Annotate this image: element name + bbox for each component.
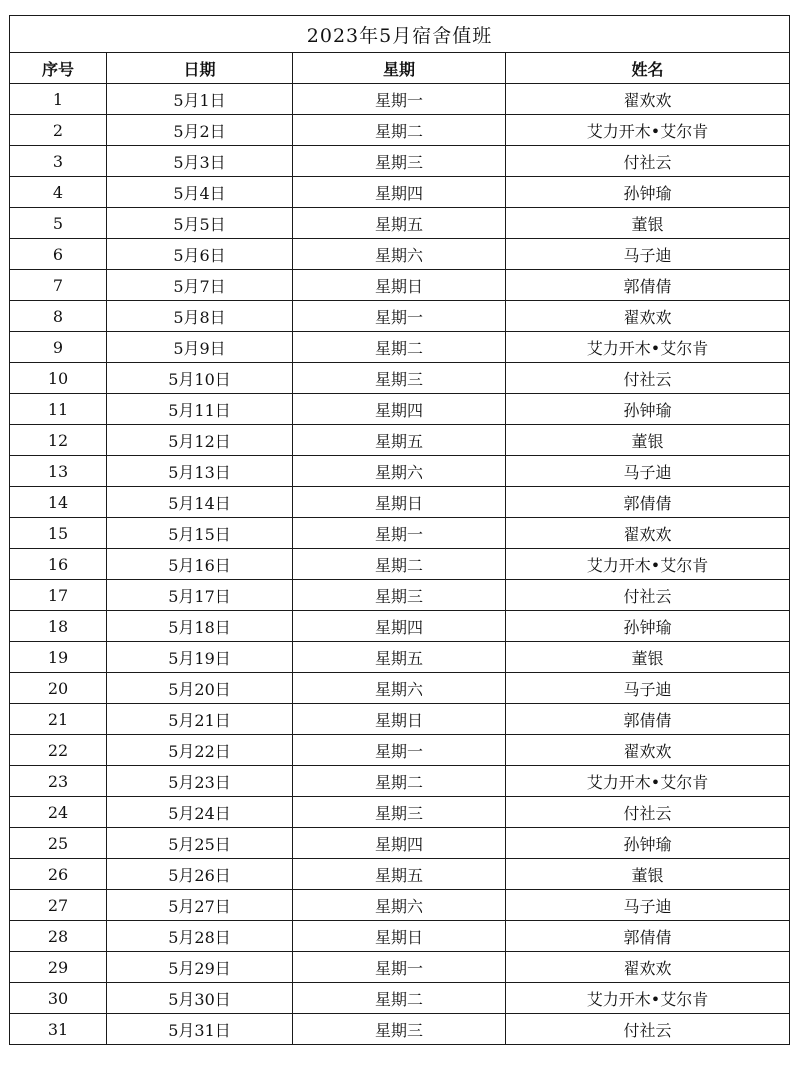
table-row bbox=[10, 332, 790, 363]
cell-weekday: 星期二 bbox=[293, 983, 506, 1014]
cell-date: 5月8日 bbox=[107, 301, 293, 332]
cell-name: 艾力开木•艾尔肯 bbox=[506, 983, 790, 1014]
cell-weekday: 星期一 bbox=[293, 952, 506, 983]
cell-name: 翟欢欢 bbox=[506, 301, 790, 332]
table-row bbox=[10, 983, 790, 1014]
table-row bbox=[10, 363, 790, 394]
header-index: 序号 bbox=[10, 53, 107, 84]
table-row bbox=[10, 84, 790, 115]
table-row bbox=[10, 487, 790, 518]
cell-date: 5月18日 bbox=[107, 611, 293, 642]
cell-name: 董银 bbox=[506, 642, 790, 673]
cell-index: 31 bbox=[10, 1014, 107, 1045]
cell-weekday: 星期三 bbox=[293, 363, 506, 394]
cell-weekday: 星期一 bbox=[293, 735, 506, 766]
cell-name: 孙钟瑜 bbox=[506, 611, 790, 642]
cell-date: 5月30日 bbox=[107, 983, 293, 1014]
cell-date: 5月28日 bbox=[107, 921, 293, 952]
cell-name: 马子迪 bbox=[506, 673, 790, 704]
cell-weekday: 星期三 bbox=[293, 797, 506, 828]
cell-weekday: 星期日 bbox=[293, 270, 506, 301]
cell-date: 5月16日 bbox=[107, 549, 293, 580]
cell-date: 5月26日 bbox=[107, 859, 293, 890]
cell-weekday: 星期五 bbox=[293, 208, 506, 239]
cell-weekday: 星期日 bbox=[293, 487, 506, 518]
cell-index: 17 bbox=[10, 580, 107, 611]
cell-weekday: 星期一 bbox=[293, 518, 506, 549]
cell-weekday: 星期一 bbox=[293, 84, 506, 115]
table-row bbox=[10, 642, 790, 673]
cell-name: 董银 bbox=[506, 425, 790, 456]
cell-name: 孙钟瑜 bbox=[506, 828, 790, 859]
cell-weekday: 星期三 bbox=[293, 1014, 506, 1045]
cell-date: 5月14日 bbox=[107, 487, 293, 518]
header-date: 日期 bbox=[107, 53, 293, 84]
cell-date: 5月11日 bbox=[107, 394, 293, 425]
cell-index: 21 bbox=[10, 704, 107, 735]
cell-index: 7 bbox=[10, 270, 107, 301]
cell-weekday: 星期三 bbox=[293, 580, 506, 611]
cell-weekday: 星期六 bbox=[293, 239, 506, 270]
cell-weekday: 星期一 bbox=[293, 301, 506, 332]
cell-name: 孙钟瑜 bbox=[506, 394, 790, 425]
cell-name: 郭倩倩 bbox=[506, 921, 790, 952]
cell-date: 5月7日 bbox=[107, 270, 293, 301]
table-row bbox=[10, 797, 790, 828]
cell-date: 5月21日 bbox=[107, 704, 293, 735]
cell-index: 24 bbox=[10, 797, 107, 828]
cell-weekday: 星期二 bbox=[293, 549, 506, 580]
table-row bbox=[10, 456, 790, 487]
cell-date: 5月10日 bbox=[107, 363, 293, 394]
cell-name: 付社云 bbox=[506, 580, 790, 611]
table-row bbox=[10, 270, 790, 301]
cell-date: 5月9日 bbox=[107, 332, 293, 363]
cell-name: 马子迪 bbox=[506, 890, 790, 921]
cell-date: 5月3日 bbox=[107, 146, 293, 177]
header-name: 姓名 bbox=[506, 53, 790, 84]
cell-name: 翟欢欢 bbox=[506, 952, 790, 983]
cell-name: 翟欢欢 bbox=[506, 84, 790, 115]
cell-weekday: 星期四 bbox=[293, 394, 506, 425]
duty-roster-table bbox=[9, 15, 790, 1045]
cell-index: 22 bbox=[10, 735, 107, 766]
cell-name: 孙钟瑜 bbox=[506, 177, 790, 208]
cell-date: 5月29日 bbox=[107, 952, 293, 983]
table-row bbox=[10, 921, 790, 952]
cell-date: 5月5日 bbox=[107, 208, 293, 239]
cell-name: 付社云 bbox=[506, 797, 790, 828]
cell-weekday: 星期四 bbox=[293, 828, 506, 859]
cell-index: 29 bbox=[10, 952, 107, 983]
cell-index: 11 bbox=[10, 394, 107, 425]
table-row bbox=[10, 735, 790, 766]
cell-weekday: 星期二 bbox=[293, 115, 506, 146]
table-row bbox=[10, 518, 790, 549]
cell-name: 董银 bbox=[506, 208, 790, 239]
cell-index: 10 bbox=[10, 363, 107, 394]
cell-date: 5月12日 bbox=[107, 425, 293, 456]
table-row bbox=[10, 766, 790, 797]
cell-date: 5月13日 bbox=[107, 456, 293, 487]
table-row bbox=[10, 673, 790, 704]
cell-weekday: 星期六 bbox=[293, 673, 506, 704]
cell-name: 付社云 bbox=[506, 146, 790, 177]
title-row bbox=[10, 16, 790, 53]
cell-index: 19 bbox=[10, 642, 107, 673]
cell-name: 艾力开木•艾尔肯 bbox=[506, 549, 790, 580]
table-row bbox=[10, 704, 790, 735]
cell-name: 翟欢欢 bbox=[506, 518, 790, 549]
table-row bbox=[10, 828, 790, 859]
table-row bbox=[10, 549, 790, 580]
header-row bbox=[10, 53, 790, 84]
cell-date: 5月24日 bbox=[107, 797, 293, 828]
cell-index: 25 bbox=[10, 828, 107, 859]
cell-index: 6 bbox=[10, 239, 107, 270]
cell-date: 5月6日 bbox=[107, 239, 293, 270]
cell-index: 12 bbox=[10, 425, 107, 456]
cell-name: 郭倩倩 bbox=[506, 487, 790, 518]
table-row bbox=[10, 177, 790, 208]
cell-index: 16 bbox=[10, 549, 107, 580]
cell-index: 20 bbox=[10, 673, 107, 704]
cell-index: 5 bbox=[10, 208, 107, 239]
table-row bbox=[10, 890, 790, 921]
cell-weekday: 星期五 bbox=[293, 642, 506, 673]
cell-index: 2 bbox=[10, 115, 107, 146]
cell-weekday: 星期五 bbox=[293, 425, 506, 456]
cell-weekday: 星期六 bbox=[293, 890, 506, 921]
cell-weekday: 星期四 bbox=[293, 177, 506, 208]
cell-weekday: 星期二 bbox=[293, 332, 506, 363]
cell-index: 27 bbox=[10, 890, 107, 921]
table-row bbox=[10, 239, 790, 270]
table-row bbox=[10, 115, 790, 146]
cell-weekday: 星期五 bbox=[293, 859, 506, 890]
cell-weekday: 星期日 bbox=[293, 921, 506, 952]
cell-date: 5月20日 bbox=[107, 673, 293, 704]
cell-name: 马子迪 bbox=[506, 239, 790, 270]
cell-name: 艾力开木•艾尔肯 bbox=[506, 766, 790, 797]
table-row bbox=[10, 952, 790, 983]
cell-name: 董银 bbox=[506, 859, 790, 890]
cell-date: 5月25日 bbox=[107, 828, 293, 859]
table-row bbox=[10, 394, 790, 425]
cell-date: 5月15日 bbox=[107, 518, 293, 549]
table-row bbox=[10, 301, 790, 332]
cell-index: 15 bbox=[10, 518, 107, 549]
table-row bbox=[10, 580, 790, 611]
cell-index: 1 bbox=[10, 84, 107, 115]
cell-date: 5月27日 bbox=[107, 890, 293, 921]
roster-body bbox=[10, 84, 790, 1045]
cell-name: 付社云 bbox=[506, 363, 790, 394]
table-row bbox=[10, 859, 790, 890]
cell-weekday: 星期六 bbox=[293, 456, 506, 487]
table-row bbox=[10, 1014, 790, 1045]
cell-index: 14 bbox=[10, 487, 107, 518]
cell-name: 翟欢欢 bbox=[506, 735, 790, 766]
cell-index: 28 bbox=[10, 921, 107, 952]
cell-name: 郭倩倩 bbox=[506, 270, 790, 301]
cell-name: 艾力开木•艾尔肯 bbox=[506, 115, 790, 146]
cell-weekday: 星期三 bbox=[293, 146, 506, 177]
cell-name: 付社云 bbox=[506, 1014, 790, 1045]
header-weekday: 星期 bbox=[293, 53, 506, 84]
cell-date: 5月17日 bbox=[107, 580, 293, 611]
cell-date: 5月22日 bbox=[107, 735, 293, 766]
cell-index: 9 bbox=[10, 332, 107, 363]
cell-index: 30 bbox=[10, 983, 107, 1014]
cell-date: 5月2日 bbox=[107, 115, 293, 146]
cell-weekday: 星期日 bbox=[293, 704, 506, 735]
cell-date: 5月4日 bbox=[107, 177, 293, 208]
cell-name: 郭倩倩 bbox=[506, 704, 790, 735]
cell-index: 18 bbox=[10, 611, 107, 642]
cell-date: 5月1日 bbox=[107, 84, 293, 115]
cell-index: 23 bbox=[10, 766, 107, 797]
cell-index: 8 bbox=[10, 301, 107, 332]
cell-index: 26 bbox=[10, 859, 107, 890]
cell-index: 3 bbox=[10, 146, 107, 177]
cell-name: 马子迪 bbox=[506, 456, 790, 487]
cell-date: 5月19日 bbox=[107, 642, 293, 673]
table-row bbox=[10, 208, 790, 239]
cell-weekday: 星期二 bbox=[293, 766, 506, 797]
cell-index: 13 bbox=[10, 456, 107, 487]
cell-index: 4 bbox=[10, 177, 107, 208]
cell-name: 艾力开木•艾尔肯 bbox=[506, 332, 790, 363]
table-row bbox=[10, 425, 790, 456]
cell-date: 5月23日 bbox=[107, 766, 293, 797]
table-row bbox=[10, 146, 790, 177]
table-row bbox=[10, 611, 790, 642]
cell-weekday: 星期四 bbox=[293, 611, 506, 642]
cell-date: 5月31日 bbox=[107, 1014, 293, 1045]
roster-title: 2023年5月宿舍值班 bbox=[10, 16, 790, 53]
